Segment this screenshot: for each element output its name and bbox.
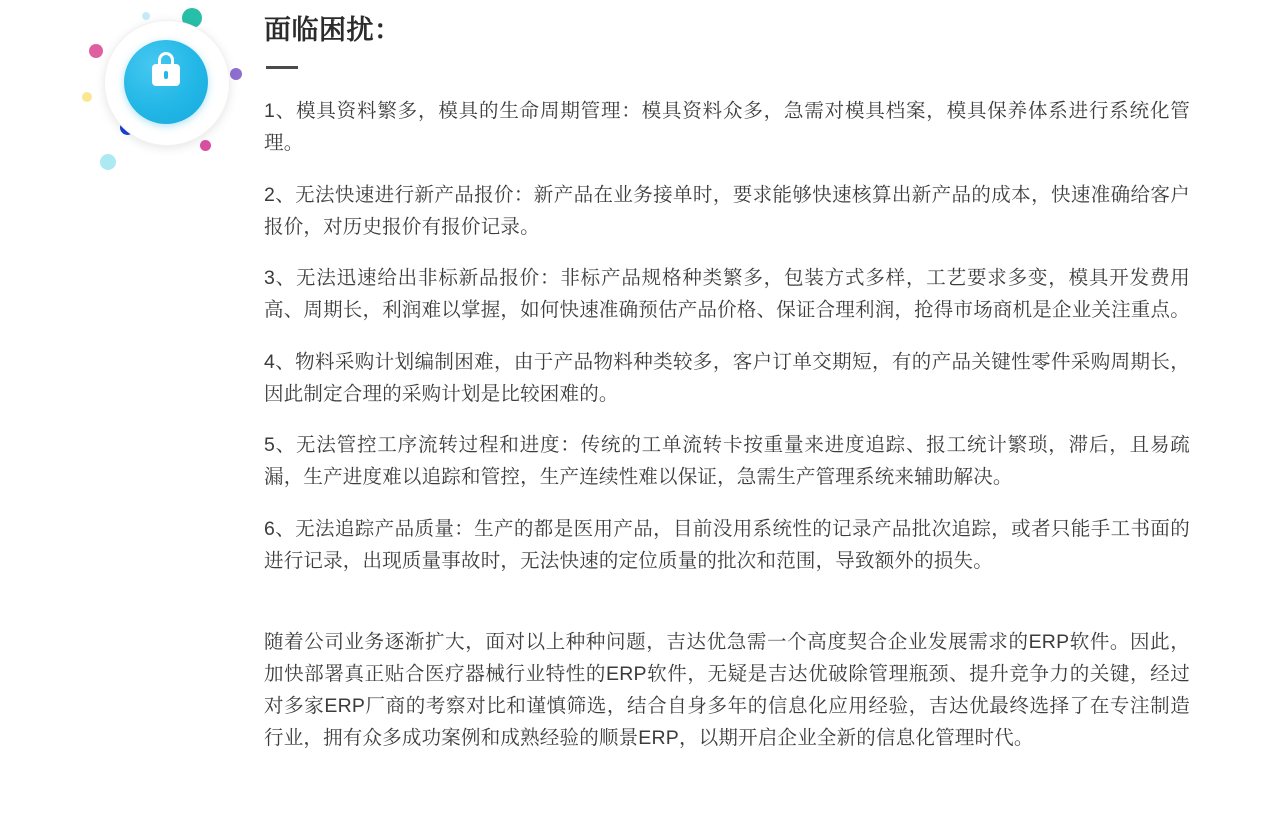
decorative-dot-yellow — [82, 92, 92, 102]
list-item: 3、无法迅速给出非标新品报价：非标产品规格种类繁多，包装方式多样，工艺要求多变，模具开发费用高、周期长，利润难以掌握，如何快速准确预估产品价格、保证合理利润，抢得市场商机是企业关注重点。 — [264, 267, 1190, 322]
list-item: 6、无法追踪产品质量：生产的都是医用产品，目前没用系统性的记录产品批次追踪，或者只能手工书面的进行记录，出现质量事故时，无法快速的定位质量的批次和范围，导致额外的损失。 — [264, 517, 1190, 572]
list-item: 2、无法快速进行新产品报价：新产品在业务接单时，要求能够快速核算出新产品的成本，快速准确给客户报价，对历史报价有报价记录。 — [264, 183, 1190, 238]
decorative-dot-cyan — [100, 154, 116, 170]
decorative-dot-purple — [230, 68, 242, 80]
paragraph-spacer — [264, 596, 1190, 626]
decorative-dot-magenta — [200, 140, 211, 151]
closing-paragraph: 随着公司业务逐渐扩大，面对以上种种问题，吉达优急需一个高度契合企业发展需求的ERP软件。因此，加快部署真正贴合医疗器械行业特性的ERP软件，无疑是吉达优破除管理瓶颈、提升竞争力的关键，经过对多家ERP厂商的考察对比和谨慎筛选，结合自身多年的信息化应用经验，吉达优最终选择了在专注制造行业，拥有众多成功案例和成熟经验的顺景ERP，以期开启企业全新的信息化管理时代。 — [264, 631, 1190, 750]
padlock-glyph — [152, 64, 180, 86]
list-item: 4、物料采购计划编制困难，由于产品物料种类较多，客户订单交期短，有的产品关键性零件采购周期长，因此制定合理的采购计划是比较困难的。 — [264, 350, 1190, 405]
decorative-dot-pink — [89, 44, 103, 58]
article-content — [264, 14, 1190, 754]
title-underline-divider — [266, 66, 298, 69]
page-title: 面临困扰： — [264, 15, 402, 45]
list-item: 5、无法管控工序流转过程和进度：传统的工单流转卡按重量来进度追踪、报工统计繁琐，滞后，且易疏漏，生产进度难以追踪和管控，生产连续性难以保证，急需生产管理系统来辅助解决。 — [264, 434, 1190, 489]
decorative-dot-lightblue — [142, 12, 150, 20]
list-item: 1、模具资料繁多，模具的生命周期管理：模具资料众多，急需对模具档案，模具保养体系进行系统化管理。 — [264, 100, 1190, 155]
lock-badge-icon — [82, 8, 250, 176]
